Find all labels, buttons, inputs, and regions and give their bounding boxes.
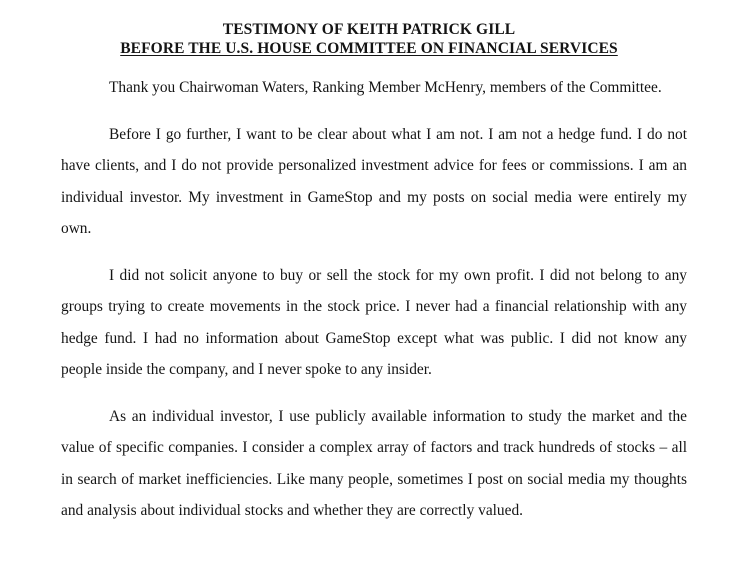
title-line-2: BEFORE THE U.S. HOUSE COMMITTEE ON FINANCIAL SERVICES (120, 40, 618, 57)
paragraph-opening: Thank you Chairwoman Waters, Ranking Member McHenry, members of the Committee. (109, 79, 662, 96)
title-line-1: TESTIMONY OF KEITH PATRICK GILL (222, 21, 516, 38)
paragraph-individual-investor: As an individual investor, I use publicly available information to study the market and the value of specific companies. I consider a complex array of factors and track hundreds of stocks – all in search of market inefficiencies. Like many people, sometimes I post on social media my thoughts and analysis about individual stocks and whether they are correctly valued. (61, 407, 687, 519)
paragraph-no-solicitation: I did not solicit anyone to buy or sell the stock for my own profit. I did not belong to any groups trying to create movements in the stock price. I never had a financial relationship with any hedge fund. I had no information about GameStop except what was public. I did not know any people inside the company, and I never spoke to any insider. (61, 266, 687, 378)
paragraph-not-hedge-fund: Before I go further, I want to be clear about what I am not. I am not a hedge fund. I do not have clients, and I do not provide personalized investment advice for fees or commissions. I am an individual investor. My investment in GameStop and my posts on social media were entirely my own. (61, 125, 687, 237)
document-body (61, 72, 687, 542)
document-title (0, 20, 738, 58)
